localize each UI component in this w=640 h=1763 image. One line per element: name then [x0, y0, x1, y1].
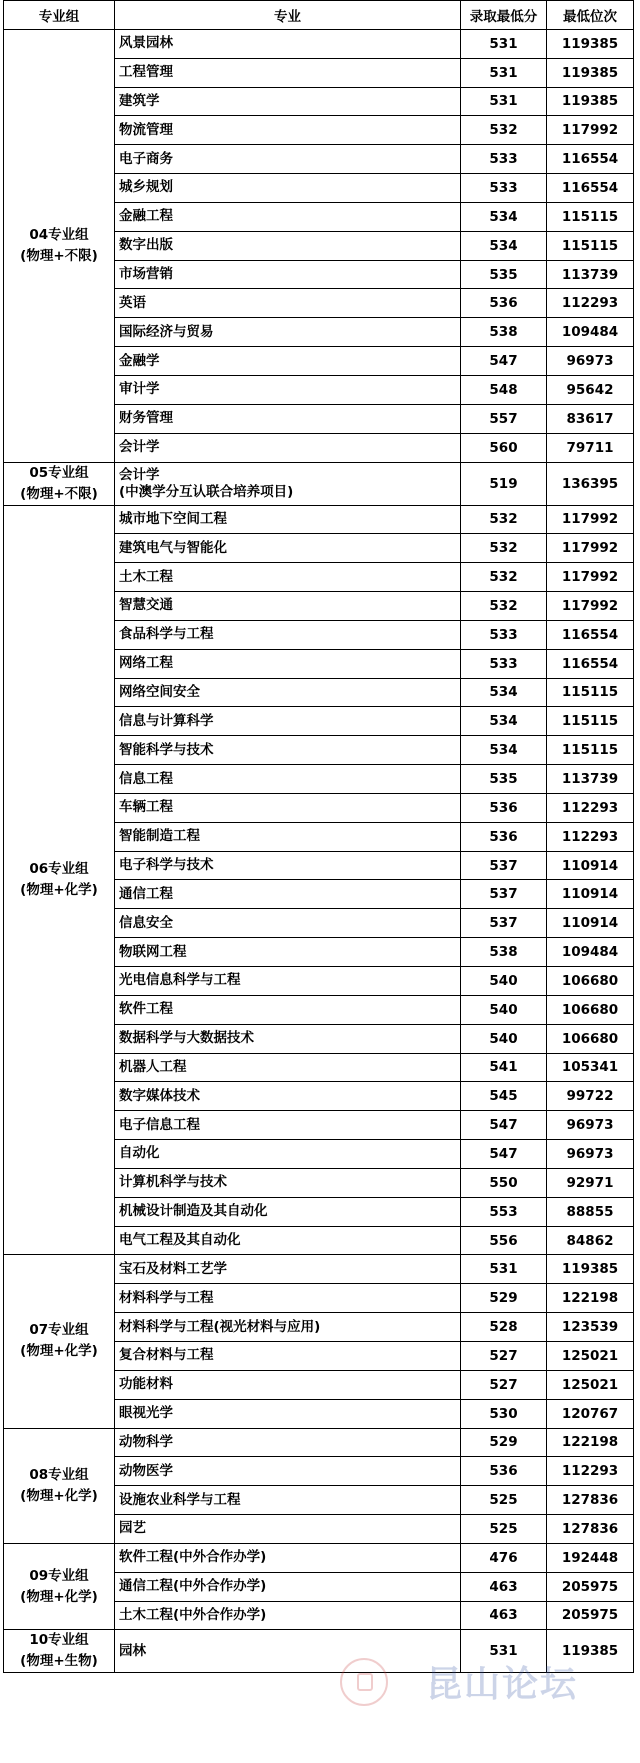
- min-score-cell: 536: [461, 793, 547, 822]
- min-rank-cell: 110914: [547, 851, 634, 880]
- min-score-cell: 533: [461, 620, 547, 649]
- min-score-cell: 553: [461, 1197, 547, 1226]
- admission-table: [3, 0, 634, 1673]
- major-name: 动物科学: [119, 1433, 173, 1450]
- min-score-cell: 541: [461, 1053, 547, 1082]
- min-rank-cell: 112293: [547, 1457, 634, 1486]
- min-score-cell: 547: [461, 1140, 547, 1169]
- major-cell: [115, 1284, 461, 1313]
- min-rank-cell: 115115: [547, 707, 634, 736]
- min-score-cell: 534: [461, 707, 547, 736]
- min-rank-cell: 95642: [547, 375, 634, 404]
- min-rank-cell: 106680: [547, 995, 634, 1024]
- table-row: [4, 505, 634, 534]
- major-cell: [115, 1370, 461, 1399]
- min-rank-cell: 110914: [547, 909, 634, 938]
- min-score-cell: 463: [461, 1572, 547, 1601]
- min-score-cell: 537: [461, 851, 547, 880]
- min-rank-cell: 115115: [547, 202, 634, 231]
- major-name: 智能科学与技术: [119, 741, 214, 758]
- min-rank-cell: 115115: [547, 678, 634, 707]
- major-cell: [115, 1457, 461, 1486]
- min-score-cell: 535: [461, 765, 547, 794]
- major-name: 金融工程: [119, 208, 173, 225]
- major-name: 城市地下空间工程: [119, 510, 227, 527]
- major-name: 金融学: [119, 352, 160, 369]
- min-score-cell: 529: [461, 1284, 547, 1313]
- major-name: 设施农业科学与工程: [119, 1491, 241, 1508]
- min-score-cell: 527: [461, 1370, 547, 1399]
- min-rank-cell: 125021: [547, 1370, 634, 1399]
- major-cell: [115, 563, 461, 592]
- major-name: 园艺: [119, 1520, 146, 1537]
- major-name: 复合材料与工程: [119, 1347, 214, 1364]
- min-rank-cell: 116554: [547, 649, 634, 678]
- min-rank-cell: 119385: [547, 1255, 634, 1284]
- min-score-cell: 560: [461, 433, 547, 462]
- min-rank-cell: 106680: [547, 1024, 634, 1053]
- min-score-cell: 556: [461, 1226, 547, 1255]
- group-name: 08专业组: [29, 1466, 89, 1483]
- major-name: 眼视光学: [119, 1405, 173, 1422]
- major-cell: [115, 1168, 461, 1197]
- major-cell: [115, 678, 461, 707]
- min-score-cell: 525: [461, 1515, 547, 1544]
- min-rank-cell: 112293: [547, 289, 634, 318]
- major-name: 通信工程(中外合作办学): [119, 1578, 267, 1595]
- major-name: 物联网工程: [119, 943, 187, 960]
- major-cell: [115, 1053, 461, 1082]
- major-cell: [115, 87, 461, 116]
- major-cell: [115, 1515, 461, 1544]
- min-score-cell: 537: [461, 880, 547, 909]
- major-name: 会计学: [119, 466, 160, 483]
- min-rank-cell: 96973: [547, 1111, 634, 1140]
- min-score-cell: 463: [461, 1601, 547, 1630]
- major-cell: [115, 995, 461, 1024]
- min-rank-cell: 117992: [547, 534, 634, 563]
- min-score-cell: 534: [461, 231, 547, 260]
- min-rank-cell: 117992: [547, 505, 634, 534]
- major-cell: [115, 404, 461, 433]
- major-name: 功能材料: [119, 1376, 173, 1393]
- min-score-cell: 534: [461, 736, 547, 765]
- min-score-cell: 532: [461, 534, 547, 563]
- min-rank-cell: 122198: [547, 1428, 634, 1457]
- min-rank-cell: 205975: [547, 1601, 634, 1630]
- watermark-text: 昆山论坛: [426, 1663, 579, 1705]
- major-cell: [115, 1082, 461, 1111]
- major-name: 信息工程: [119, 770, 173, 787]
- group-cell: [4, 1630, 115, 1673]
- major-cell: [115, 375, 461, 404]
- min-rank-cell: 127836: [547, 1515, 634, 1544]
- header-min-rank: 最低位次: [547, 1, 634, 30]
- group-subject: (物理+生物): [20, 1653, 98, 1670]
- major-name: 审计学: [119, 381, 160, 398]
- major-cell: [115, 1341, 461, 1370]
- group-cell: [4, 1255, 115, 1428]
- min-rank-cell: 192448: [547, 1543, 634, 1572]
- min-rank-cell: 112293: [547, 822, 634, 851]
- major-name: 智慧交通: [119, 597, 173, 614]
- major-cell: [115, 592, 461, 621]
- major-name: 数字出版: [119, 237, 173, 254]
- major-name: 材料科学与工程: [119, 1289, 214, 1306]
- min-score-cell: 540: [461, 967, 547, 996]
- major-cell: [115, 505, 461, 534]
- min-score-cell: 533: [461, 174, 547, 203]
- major-name: 市场营销: [119, 266, 173, 283]
- table-row: [4, 1428, 634, 1457]
- min-score-cell: 540: [461, 1024, 547, 1053]
- min-score-cell: 536: [461, 289, 547, 318]
- min-score-cell: 529: [461, 1428, 547, 1457]
- min-rank-cell: 83617: [547, 404, 634, 433]
- major-name: 光电信息科学与工程: [119, 972, 241, 989]
- min-rank-cell: 109484: [547, 318, 634, 347]
- major-cell: [115, 1111, 461, 1140]
- table-row: [4, 1543, 634, 1572]
- min-rank-cell: 92971: [547, 1168, 634, 1197]
- min-score-cell: 528: [461, 1313, 547, 1342]
- major-cell: [115, 1255, 461, 1284]
- min-rank-cell: 119385: [547, 87, 634, 116]
- major-cell: [115, 938, 461, 967]
- major-cell: [115, 1140, 461, 1169]
- min-score-cell: 534: [461, 202, 547, 231]
- min-rank-cell: 117992: [547, 592, 634, 621]
- min-score-cell: 545: [461, 1082, 547, 1111]
- min-score-cell: 533: [461, 649, 547, 678]
- major-cell: [115, 851, 461, 880]
- major-name: 会计学: [119, 439, 160, 456]
- min-score-cell: 550: [461, 1168, 547, 1197]
- table-row: [4, 1255, 634, 1284]
- min-rank-cell: 117992: [547, 116, 634, 145]
- min-rank-cell: 84862: [547, 1226, 634, 1255]
- min-rank-cell: 79711: [547, 433, 634, 462]
- min-rank-cell: 96973: [547, 1140, 634, 1169]
- major-name: 电子商务: [119, 150, 173, 167]
- major-cell: [115, 260, 461, 289]
- min-score-cell: 538: [461, 318, 547, 347]
- min-rank-cell: 120767: [547, 1399, 634, 1428]
- major-name: 动物医学: [119, 1462, 173, 1479]
- min-rank-cell: 96973: [547, 347, 634, 376]
- major-name: 电气工程及其自动化: [119, 1232, 241, 1249]
- min-score-cell: 532: [461, 563, 547, 592]
- major-name: 食品科学与工程: [119, 626, 214, 643]
- min-rank-cell: 109484: [547, 938, 634, 967]
- min-rank-cell: 112293: [547, 793, 634, 822]
- major-cell: [115, 231, 461, 260]
- min-score-cell: 532: [461, 505, 547, 534]
- major-cell: [115, 58, 461, 87]
- table-body: [4, 29, 634, 1673]
- major-name: 自动化: [119, 1145, 160, 1162]
- major-cell: [115, 1313, 461, 1342]
- min-score-cell: 527: [461, 1341, 547, 1370]
- major-cell: [115, 347, 461, 376]
- major-name: 机器人工程: [119, 1058, 187, 1075]
- major-name: 信息与计算科学: [119, 712, 214, 729]
- major-name: 计算机科学与技术: [119, 1174, 227, 1191]
- major-name: 建筑电气与智能化: [119, 539, 227, 556]
- group-name: 04专业组: [29, 226, 89, 243]
- major-cell: [115, 29, 461, 58]
- major-cell: [115, 707, 461, 736]
- group-cell: [4, 462, 115, 505]
- table-row: [4, 29, 634, 58]
- major-name: 材料科学与工程(视光材料与应用): [119, 1318, 321, 1335]
- major-name: 土木工程(中外合作办学): [119, 1606, 267, 1623]
- major-cell: [115, 822, 461, 851]
- min-score-cell: 540: [461, 995, 547, 1024]
- min-score-cell: 532: [461, 116, 547, 145]
- major-name: 网络工程: [119, 655, 173, 672]
- major-note: (中澳学分互认联合培养项目): [119, 483, 294, 500]
- major-cell: [115, 1630, 461, 1673]
- major-cell: [115, 1197, 461, 1226]
- major-name: 物流管理: [119, 121, 173, 138]
- major-name: 电子信息工程: [119, 1116, 200, 1133]
- major-cell: [115, 318, 461, 347]
- min-rank-cell: 110914: [547, 880, 634, 909]
- min-rank-cell: 122198: [547, 1284, 634, 1313]
- min-score-cell: 525: [461, 1486, 547, 1515]
- min-rank-cell: 205975: [547, 1572, 634, 1601]
- min-rank-cell: 105341: [547, 1053, 634, 1082]
- min-score-cell: 534: [461, 678, 547, 707]
- min-rank-cell: 117992: [547, 563, 634, 592]
- major-cell: [115, 534, 461, 563]
- major-name: 国际经济与贸易: [119, 323, 214, 340]
- min-rank-cell: 119385: [547, 58, 634, 87]
- major-cell: [115, 880, 461, 909]
- header-group: 专业组: [4, 1, 115, 30]
- major-name: 园林: [119, 1642, 146, 1659]
- major-name: 通信工程: [119, 885, 173, 902]
- min-rank-cell: 125021: [547, 1341, 634, 1370]
- major-cell: [115, 736, 461, 765]
- major-cell: [115, 793, 461, 822]
- min-rank-cell: 123539: [547, 1313, 634, 1342]
- table-row: [4, 1630, 634, 1673]
- table-row: [4, 462, 634, 505]
- group-subject: (物理+化学): [20, 1588, 98, 1605]
- min-score-cell: 536: [461, 822, 547, 851]
- major-name: 数字媒体技术: [119, 1087, 200, 1104]
- min-score-cell: 537: [461, 909, 547, 938]
- major-cell: [115, 1543, 461, 1572]
- group-name: 07专业组: [29, 1322, 89, 1339]
- major-name: 英语: [119, 294, 146, 311]
- header-row: [4, 1, 634, 30]
- min-score-cell: 531: [461, 58, 547, 87]
- group-subject: (物理+不限): [20, 247, 98, 264]
- min-score-cell: 538: [461, 938, 547, 967]
- min-score-cell: 532: [461, 592, 547, 621]
- major-cell: [115, 909, 461, 938]
- min-rank-cell: 116554: [547, 174, 634, 203]
- group-subject: (物理+化学): [20, 881, 98, 898]
- min-score-cell: 531: [461, 29, 547, 58]
- min-rank-cell: 115115: [547, 736, 634, 765]
- min-score-cell: 547: [461, 1111, 547, 1140]
- major-name: 软件工程: [119, 1001, 173, 1018]
- group-subject: (物理+化学): [20, 1343, 98, 1360]
- major-cell: [115, 1601, 461, 1630]
- major-name: 土木工程: [119, 568, 173, 585]
- min-score-cell: 548: [461, 375, 547, 404]
- header-major: 专业: [115, 1, 461, 30]
- major-cell: [115, 145, 461, 174]
- min-score-cell: 547: [461, 347, 547, 376]
- min-rank-cell: 119385: [547, 1630, 634, 1673]
- min-rank-cell: 116554: [547, 145, 634, 174]
- major-name: 建筑学: [119, 92, 160, 109]
- major-cell: [115, 174, 461, 203]
- major-name: 智能制造工程: [119, 828, 200, 845]
- min-rank-cell: 119385: [547, 29, 634, 58]
- min-score-cell: 531: [461, 1630, 547, 1673]
- major-cell: [115, 1428, 461, 1457]
- major-cell: [115, 1486, 461, 1515]
- major-name: 城乡规划: [119, 179, 173, 196]
- major-cell: [115, 289, 461, 318]
- min-rank-cell: 99722: [547, 1082, 634, 1111]
- group-name: 05专业组: [29, 464, 89, 481]
- major-cell: [115, 1399, 461, 1428]
- group-subject: (物理+化学): [20, 1487, 98, 1504]
- min-score-cell: 535: [461, 260, 547, 289]
- major-name: 网络空间安全: [119, 683, 200, 700]
- min-rank-cell: 106680: [547, 967, 634, 996]
- major-cell: [115, 1024, 461, 1053]
- min-score-cell: 531: [461, 87, 547, 116]
- major-name: 软件工程(中外合作办学): [119, 1549, 267, 1566]
- min-score-cell: 476: [461, 1543, 547, 1572]
- min-score-cell: 531: [461, 1255, 547, 1284]
- major-cell: [115, 462, 461, 505]
- major-name: 风景园林: [119, 35, 173, 52]
- major-cell: [115, 1572, 461, 1601]
- min-rank-cell: 88855: [547, 1197, 634, 1226]
- group-name: 10专业组: [29, 1632, 89, 1649]
- group-subject: (物理+不限): [20, 485, 98, 502]
- major-name: 机械设计制造及其自动化: [119, 1203, 268, 1220]
- min-score-cell: 557: [461, 404, 547, 433]
- major-cell: [115, 1226, 461, 1255]
- group-cell: [4, 505, 115, 1255]
- min-rank-cell: 136395: [547, 462, 634, 505]
- group-cell: [4, 29, 115, 462]
- major-cell: [115, 649, 461, 678]
- min-score-cell: 530: [461, 1399, 547, 1428]
- major-cell: [115, 433, 461, 462]
- group-cell: [4, 1543, 115, 1630]
- min-rank-cell: 127836: [547, 1486, 634, 1515]
- major-cell: [115, 765, 461, 794]
- major-name: 财务管理: [119, 410, 173, 427]
- min-rank-cell: 113739: [547, 765, 634, 794]
- major-name: 宝石及材料工艺学: [119, 1260, 227, 1277]
- group-name: 09专业组: [29, 1567, 89, 1584]
- min-rank-cell: 116554: [547, 620, 634, 649]
- header-min-score: 录取最低分: [461, 1, 547, 30]
- major-name: 工程管理: [119, 64, 173, 81]
- min-score-cell: 533: [461, 145, 547, 174]
- major-name: 电子科学与技术: [119, 857, 214, 874]
- major-cell: [115, 967, 461, 996]
- major-name: 信息安全: [119, 914, 173, 931]
- min-rank-cell: 115115: [547, 231, 634, 260]
- min-score-cell: 536: [461, 1457, 547, 1486]
- min-score-cell: 519: [461, 462, 547, 505]
- major-cell: [115, 116, 461, 145]
- group-cell: [4, 1428, 115, 1543]
- major-cell: [115, 202, 461, 231]
- group-name: 06专业组: [29, 860, 89, 877]
- min-rank-cell: 113739: [547, 260, 634, 289]
- major-name: 车辆工程: [119, 799, 173, 816]
- major-cell: [115, 620, 461, 649]
- major-name: 数据科学与大数据技术: [119, 1030, 254, 1047]
